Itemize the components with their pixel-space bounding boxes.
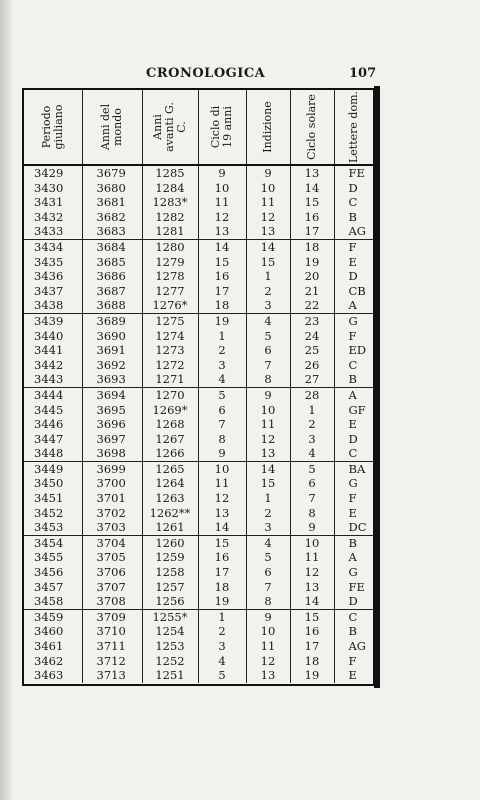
table-cell: 7	[246, 580, 290, 595]
table-cell: 2	[198, 624, 246, 639]
table-cell: 12	[246, 210, 290, 225]
table-cell: AG	[348, 639, 366, 653]
table-cell: 3435	[24, 255, 82, 270]
table-row	[24, 654, 374, 669]
table-cell: 15	[198, 255, 246, 270]
table-cell: 1279	[142, 255, 198, 270]
table-cell: 1264	[142, 476, 198, 491]
table-row	[24, 594, 374, 609]
table-row	[24, 387, 374, 402]
table-cell: 15	[246, 476, 290, 491]
table-cell: 5	[290, 461, 334, 476]
table-cell: E	[348, 254, 357, 269]
table-cell: 3706	[82, 565, 142, 580]
table-cell: 1275	[142, 313, 198, 328]
table-cell: D	[348, 180, 358, 195]
table-cell: 3698	[82, 446, 142, 461]
table-cell: G	[348, 313, 358, 328]
table-cell: 1261	[142, 520, 198, 535]
chronology-table-grid	[24, 90, 374, 683]
table-cell: 1	[246, 269, 290, 284]
running-head	[0, 66, 480, 84]
table-cell: F	[348, 653, 357, 668]
table-cell: 20	[290, 269, 334, 284]
table-cell: 3443	[24, 372, 82, 387]
table-cell: 3702	[82, 506, 142, 521]
table-cell: 15	[290, 609, 334, 624]
table-cell: 13	[246, 446, 290, 461]
table-cell: 11	[198, 476, 246, 491]
table-cell: 19	[290, 255, 334, 270]
table-cell: 3453	[24, 520, 82, 535]
table-row	[24, 195, 374, 210]
table-cell: G	[348, 565, 358, 580]
table-cell: 3679	[82, 165, 142, 181]
table-cell: 12	[198, 491, 246, 506]
table-cell: 3696	[82, 417, 142, 432]
table-row	[24, 358, 374, 373]
table-row	[24, 343, 374, 358]
table-cell: 3695	[82, 403, 142, 418]
table-cell: A	[348, 550, 357, 565]
table-cell: 11	[246, 195, 290, 210]
table-cell: 3693	[82, 372, 142, 387]
table-cell: 5	[198, 387, 246, 402]
table-cell: D	[348, 431, 358, 446]
page-number: 107	[349, 66, 377, 81]
table-cell: 3430	[24, 181, 82, 196]
table-cell: AG	[334, 224, 374, 239]
table-cell: 3460	[24, 624, 82, 639]
table-cell: 1265	[142, 461, 198, 476]
table-cell: 19	[290, 668, 334, 683]
table-cell: 1282	[142, 210, 198, 225]
table-cell: 11	[198, 195, 246, 210]
table-cell: 2	[246, 284, 290, 299]
table-cell: 1272	[142, 358, 198, 373]
table-cell: 16	[290, 624, 334, 639]
table-cell: 24	[290, 329, 334, 344]
table-cell: 3445	[24, 403, 82, 418]
table-cell: 9	[246, 387, 290, 402]
column-header-lettere: Lettere dom.	[334, 90, 374, 165]
table-cell: 17	[198, 284, 246, 299]
table-cell: 3708	[82, 594, 142, 609]
table-cell: 3429	[24, 165, 82, 181]
table-row	[24, 668, 374, 683]
table-cell: 7	[246, 358, 290, 373]
table-cell: 27	[290, 372, 334, 387]
table-cell: 3685	[82, 255, 142, 270]
table-cell: 14	[198, 239, 246, 254]
table-cell: 4	[198, 654, 246, 669]
table-cell: 3688	[82, 298, 142, 313]
column-header-ciclo-solare: Ciclo solare	[290, 90, 334, 165]
table-row	[24, 239, 374, 254]
table-row	[24, 535, 374, 550]
table-cell: 19	[198, 594, 246, 609]
table-cell: 3457	[24, 580, 82, 595]
table-cell: 1283*	[142, 195, 198, 210]
table-cell: GF	[348, 402, 366, 417]
table-row	[24, 580, 374, 595]
table-cell: C	[348, 609, 358, 624]
table-cell: 1280	[142, 239, 198, 254]
table-cell: 10	[290, 535, 334, 550]
table-cell: 3680	[82, 181, 142, 196]
table-cell: 1281	[142, 224, 198, 239]
table-cell: BA	[348, 461, 366, 476]
table-cell: 1253	[142, 639, 198, 654]
table-row	[24, 255, 374, 270]
table-cell: 8	[246, 372, 290, 387]
table-cell: F	[348, 491, 357, 506]
table-cell: 3	[198, 358, 246, 373]
table-cell: 4	[246, 313, 290, 328]
table-cell: 3451	[24, 491, 82, 506]
table-cell: 3700	[82, 476, 142, 491]
table-cell: E	[348, 668, 357, 683]
table-cell: 3682	[82, 210, 142, 225]
table-cell: 19	[198, 313, 246, 328]
table-cell: 11	[246, 417, 290, 432]
table-cell: 2	[246, 506, 290, 521]
table-cell: 16	[198, 550, 246, 565]
table-cell: 3448	[24, 446, 82, 461]
table-row	[24, 520, 374, 535]
table-cell: 12	[290, 565, 334, 580]
table-cell: 16	[290, 210, 334, 225]
table-cell: G	[348, 476, 358, 491]
table-cell: 5	[246, 329, 290, 344]
table-cell: 14	[198, 520, 246, 535]
table-cell: 3707	[82, 580, 142, 595]
table-cell: C	[334, 446, 374, 461]
table-cell: 6	[246, 565, 290, 580]
table-cell: 15	[290, 195, 334, 210]
table-cell: 14	[290, 181, 334, 196]
table-cell: 1258	[142, 565, 198, 580]
table-cell: 15	[198, 535, 246, 550]
table-cell: 1260	[142, 535, 198, 550]
table-cell: 10	[246, 403, 290, 418]
chronology-table	[22, 88, 376, 686]
table-cell: 12	[246, 432, 290, 447]
table-cell: 3709	[82, 609, 142, 624]
column-header-indizione: Indizione	[246, 90, 290, 165]
table-cell: 1267	[142, 432, 198, 447]
table-cell: 3437	[24, 284, 82, 299]
table-row	[24, 269, 374, 284]
table-cell: B	[334, 372, 374, 387]
table-cell: DC	[334, 520, 374, 535]
table-row	[24, 491, 374, 506]
table-row	[24, 417, 374, 432]
page-title: CRONOLOGICA	[146, 66, 266, 81]
table-cell: 3433	[24, 224, 82, 239]
table-cell: 22	[290, 298, 334, 313]
table-cell: 1277	[142, 284, 198, 299]
table-cell: 3712	[82, 654, 142, 669]
table-cell: D	[348, 269, 358, 284]
table-cell: 3681	[82, 195, 142, 210]
table-cell: 1	[198, 329, 246, 344]
table-row	[24, 403, 374, 418]
table-cell: 7	[290, 491, 334, 506]
table-cell: B	[348, 535, 357, 550]
table-cell: 1251	[142, 668, 198, 683]
table-cell: 3463	[24, 668, 82, 683]
table-cell: ED	[348, 343, 367, 358]
table-cell: 3692	[82, 358, 142, 373]
table-cell: A	[348, 387, 357, 402]
table-cell: 26	[290, 358, 334, 373]
table-cell: C	[348, 195, 358, 210]
table-row	[24, 609, 374, 624]
table-cell: 17	[290, 224, 334, 239]
table-cell: B	[348, 624, 357, 639]
table-cell: 5	[198, 668, 246, 683]
table-cell: 9	[198, 446, 246, 461]
table-cell: 18	[198, 580, 246, 595]
table-cell: 18	[290, 654, 334, 669]
table-cell: 25	[290, 343, 334, 358]
table-cell: 13	[246, 668, 290, 683]
table-cell: 5	[246, 550, 290, 565]
table-cell: 13	[198, 224, 246, 239]
table-cell: 13	[198, 506, 246, 521]
table-row	[24, 224, 374, 239]
table-cell: 4	[246, 535, 290, 550]
table-cell: 1266	[142, 446, 198, 461]
table-row	[24, 313, 374, 328]
table-cell: 3	[246, 298, 290, 313]
table-cell: 3440	[24, 329, 82, 344]
table-cell: 1285	[142, 165, 198, 181]
table-cell: 3436	[24, 269, 82, 284]
table-cell: 1270	[142, 387, 198, 402]
table-row	[24, 476, 374, 491]
table-row	[24, 565, 374, 580]
table-cell: 3697	[82, 432, 142, 447]
table-cell: 1269*	[142, 403, 198, 418]
table-cell: 1276*	[142, 298, 198, 313]
table-cell: 17	[290, 639, 334, 654]
table-cell: 3452	[24, 506, 82, 521]
table-cell: 3711	[82, 639, 142, 654]
table-cell: 3439	[24, 313, 82, 328]
table-cell: 13	[290, 165, 334, 181]
table-header-row	[24, 90, 374, 165]
table-cell: 14	[246, 461, 290, 476]
table-cell: 3461	[24, 639, 82, 654]
table-cell: 3441	[24, 343, 82, 358]
table-cell: 3	[290, 432, 334, 447]
table-cell: 3690	[82, 329, 142, 344]
table-cell: 1257	[142, 580, 198, 595]
table-cell: 3456	[24, 565, 82, 580]
table-cell: 3	[246, 520, 290, 535]
table-cell: 3434	[24, 239, 82, 254]
column-header-anni-mondo: Anni del mondo	[82, 90, 142, 165]
table-cell: 1271	[142, 372, 198, 387]
table-cell: 11	[246, 639, 290, 654]
table-cell: 3701	[82, 491, 142, 506]
table-cell: 3458	[24, 594, 82, 609]
table-cell: 1	[246, 491, 290, 506]
table-cell: 4	[198, 372, 246, 387]
table-cell: 3686	[82, 269, 142, 284]
table-cell: 14	[290, 594, 334, 609]
table-cell: 10	[246, 624, 290, 639]
table-cell: 3459	[24, 609, 82, 624]
table-cell: 1262**	[142, 506, 198, 521]
table-cell: 2	[290, 417, 334, 432]
table-cell: 18	[290, 239, 334, 254]
table-cell: 1284	[142, 181, 198, 196]
table-cell: 3446	[24, 417, 82, 432]
table-cell: 14	[246, 239, 290, 254]
table-cell: 15	[246, 255, 290, 270]
table-cell: 1255*	[142, 609, 198, 624]
page-gutter-shadow	[0, 0, 14, 800]
table-cell: 12	[246, 654, 290, 669]
table-cell: 3447	[24, 432, 82, 447]
table-row	[24, 639, 374, 654]
table-cell: 8	[198, 432, 246, 447]
table-cell: 3705	[82, 550, 142, 565]
table-cell: 3442	[24, 358, 82, 373]
column-header-periodo: Periodo giuliano	[24, 90, 82, 165]
table-cell: 1259	[142, 550, 198, 565]
table-cell: 12	[198, 210, 246, 225]
table-cell: 7	[198, 417, 246, 432]
table-cell: 18	[198, 298, 246, 313]
table-cell: 8	[290, 506, 334, 521]
table-cell: 1263	[142, 491, 198, 506]
table-cell: 6	[290, 476, 334, 491]
table-cell: 13	[290, 580, 334, 595]
table-cell: 13	[246, 224, 290, 239]
table-row	[24, 298, 374, 313]
table-row	[24, 181, 374, 196]
table-row	[24, 446, 374, 461]
table-cell: E	[348, 505, 357, 520]
column-header-ciclo-19: Ciclo di 19 anni	[198, 90, 246, 165]
table-row	[24, 210, 374, 225]
table-cell: D	[334, 594, 374, 609]
table-cell: 1274	[142, 329, 198, 344]
table-cell: 1278	[142, 269, 198, 284]
table-cell: 3683	[82, 224, 142, 239]
table-row	[24, 329, 374, 344]
table-cell: A	[334, 298, 374, 313]
table-cell: 1254	[142, 624, 198, 639]
table-cell: 9	[246, 609, 290, 624]
table-cell: 3431	[24, 195, 82, 210]
table-cell: 3703	[82, 520, 142, 535]
table-cell: 3710	[82, 624, 142, 639]
table-cell: 3450	[24, 476, 82, 491]
table-cell: 10	[198, 181, 246, 196]
table-cell: 23	[290, 313, 334, 328]
table-cell: 10	[246, 181, 290, 196]
table-cell: 6	[198, 403, 246, 418]
table-cell: 9	[246, 165, 290, 181]
table-cell: 8	[246, 594, 290, 609]
table-cell: 3455	[24, 550, 82, 565]
table-cell: F	[348, 239, 357, 254]
table-cell: 3438	[24, 298, 82, 313]
table-row	[24, 372, 374, 387]
table-cell: CB	[348, 283, 366, 298]
table-cell: E	[348, 417, 357, 432]
table-cell: 17	[198, 565, 246, 580]
column-header-anni-avanti: Anni avanti G. C.	[142, 90, 198, 165]
table-cell: 3462	[24, 654, 82, 669]
table-cell: 3	[198, 639, 246, 654]
table-cell: 3704	[82, 535, 142, 550]
table-cell: 3691	[82, 343, 142, 358]
table-cell: 3684	[82, 239, 142, 254]
table-cell: 6	[246, 343, 290, 358]
table-row	[24, 284, 374, 299]
table-cell: F	[348, 328, 357, 343]
table-cell: 11	[290, 550, 334, 565]
table-cell: B	[348, 209, 357, 224]
table-row	[24, 550, 374, 565]
table-cell: 3454	[24, 535, 82, 550]
table-cell: 1268	[142, 417, 198, 432]
table-cell: 1	[290, 403, 334, 418]
table-cell: 1273	[142, 343, 198, 358]
table-row	[24, 432, 374, 447]
table-cell: 4	[290, 446, 334, 461]
table-cell: 3689	[82, 313, 142, 328]
table-cell: 1252	[142, 654, 198, 669]
table-cell: C	[348, 357, 358, 372]
table-cell: 3713	[82, 668, 142, 683]
table-cell: 2	[198, 343, 246, 358]
table-row	[24, 506, 374, 521]
table-cell: 3444	[24, 387, 82, 402]
table-cell: 28	[290, 387, 334, 402]
table-cell: 21	[290, 284, 334, 299]
table-cell: 9	[198, 165, 246, 181]
table-cell: FE	[348, 579, 365, 594]
table-row	[24, 461, 374, 476]
table-cell: 1256	[142, 594, 198, 609]
table-cell: 9	[290, 520, 334, 535]
table-cell: 1	[198, 609, 246, 624]
table-cell: 3694	[82, 387, 142, 402]
table-cell: 10	[198, 461, 246, 476]
table-cell: 3699	[82, 461, 142, 476]
table-cell: 3449	[24, 461, 82, 476]
table-body	[24, 165, 374, 683]
table-cell: 3432	[24, 210, 82, 225]
table-row	[24, 165, 374, 181]
table-cell: 3687	[82, 284, 142, 299]
table-cell: 16	[198, 269, 246, 284]
table-cell: FE	[348, 166, 365, 180]
table-row	[24, 624, 374, 639]
